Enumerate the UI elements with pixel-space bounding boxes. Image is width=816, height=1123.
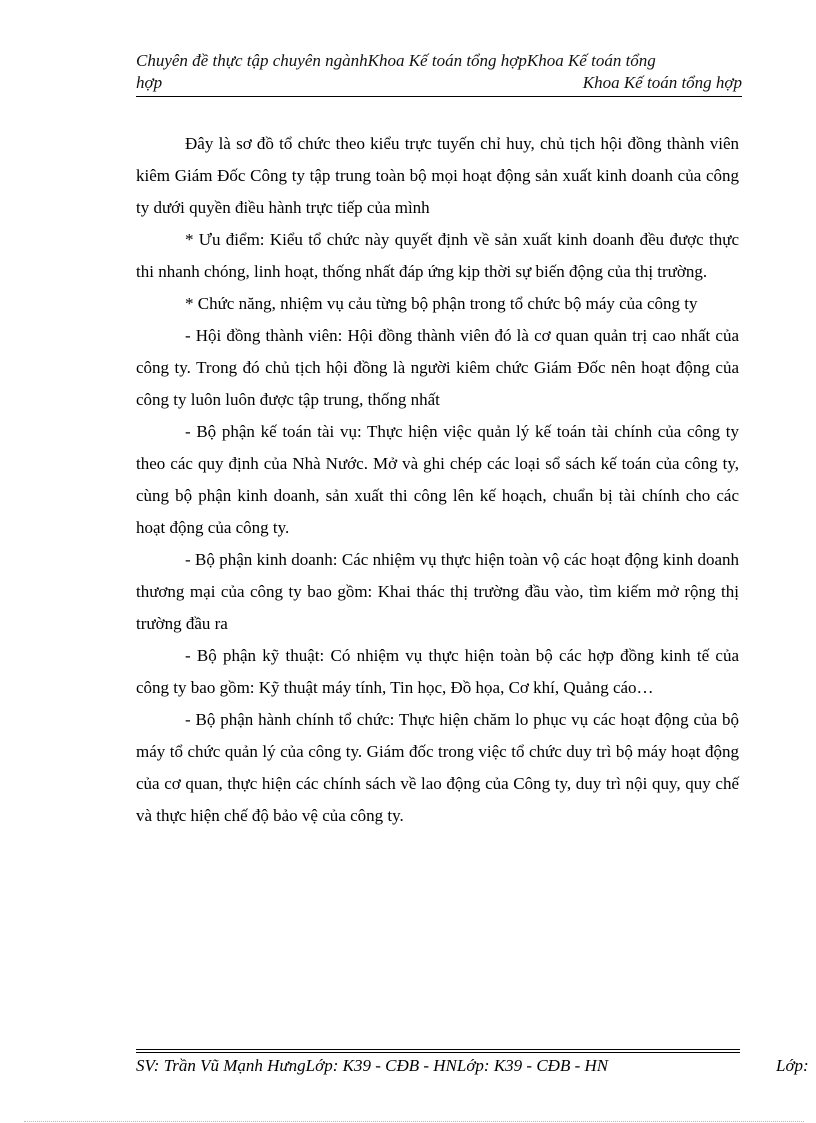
footer-divider-top (136, 1049, 740, 1050)
header-title-right: Khoa Kế toán tổng hợp (582, 73, 742, 92)
paragraph-board-members: - Hội đồng thành viên: Hội đồng thành viên đó là cơ quan quản trị cao nhất của công ty. Trong đó chủ tịch hội đồng là người kiêm chức Giám Đốc nên hoạt động của công ty luôn luôn được tập trung, thống nhất (136, 326, 739, 409)
document-body (136, 128, 739, 832)
footer-divider-bottom (136, 1052, 740, 1053)
footer-student-info: SV: Trần Vũ Mạnh HưngLớp: K39 - CĐB - HNLớp: K39 - CĐB - HN (136, 1056, 609, 1075)
paragraph-accounting-dept: - Bộ phận kế toán tài vụ: Thực hiện việc quản lý kế toán tài chính của công ty theo các quy định của Nhà Nước. Mở và ghi chép các loại sổ sách kế toán của công ty, cùng bộ phận kinh doanh, sản xuất thi công lên kế hoạch, chuẩn bị tài chính cho các hoạt động của công ty. (136, 422, 739, 537)
header-divider (136, 96, 742, 97)
footer-class-label: Lớp: (776, 1056, 809, 1075)
header-title-left: hợp (136, 73, 163, 92)
header-title-line1: Chuyên đề thực tập chuyên ngànhKhoa Kế toán tổng hợpKhoa Kế toán tổng (136, 51, 656, 70)
paragraph-org-structure: Đây là sơ đồ tổ chức theo kiểu trực tuyến chỉ huy, chủ tịch hội đồng thành viên kiêm Giám Đốc Công ty tập trung toàn bộ mọi hoạt động sản xuất kinh doanh của công ty dưới quyền điều hành trực tiếp của mình (136, 134, 739, 217)
page-header (136, 50, 742, 94)
paragraph-functions-heading: * Chức năng, nhiệm vụ cảu từng bộ phận trong tổ chức bộ máy của công ty (185, 294, 698, 313)
paragraph-admin-dept: - Bộ phận hành chính tổ chức: Thực hiện chăm lo phục vụ các hoạt động của bộ máy tổ chức quản lý của công ty. Giám đốc trong việc tổ chức duy trì bộ máy hoạt động của cơ quan, thực hiện các chính sách về lao động của Công ty, duy trì nội quy, quy chế và thực hiện chế độ bảo vệ của công ty. (136, 710, 739, 825)
page-footer (136, 1055, 816, 1077)
paragraph-advantages: * Ưu điểm: Kiểu tổ chức này quyết định về sản xuất kinh doanh đều được thực thi nhanh chóng, linh hoạt, thống nhất đáp ứng kịp thời sự biến động của thị trường. (136, 230, 739, 281)
paragraph-technical-dept: - Bộ phận kỹ thuật: Có nhiệm vụ thực hiện toàn bộ các hợp đồng kinh tế của công ty bao gồm: Kỹ thuật máy tính, Tin học, Đồ họa, Cơ khí, Quảng cáo… (136, 646, 739, 697)
page-bottom-dotted-line (24, 1121, 804, 1122)
paragraph-business-dept: - Bộ phận kinh doanh: Các nhiệm vụ thực hiện toàn vộ các hoạt động kinh doanh thương mại của công ty bao gồm: Khai thác thị trường đầu vào, tìm kiếm mở rộng thị trường đầu ra (136, 550, 739, 633)
header-title-line2 (136, 72, 742, 94)
